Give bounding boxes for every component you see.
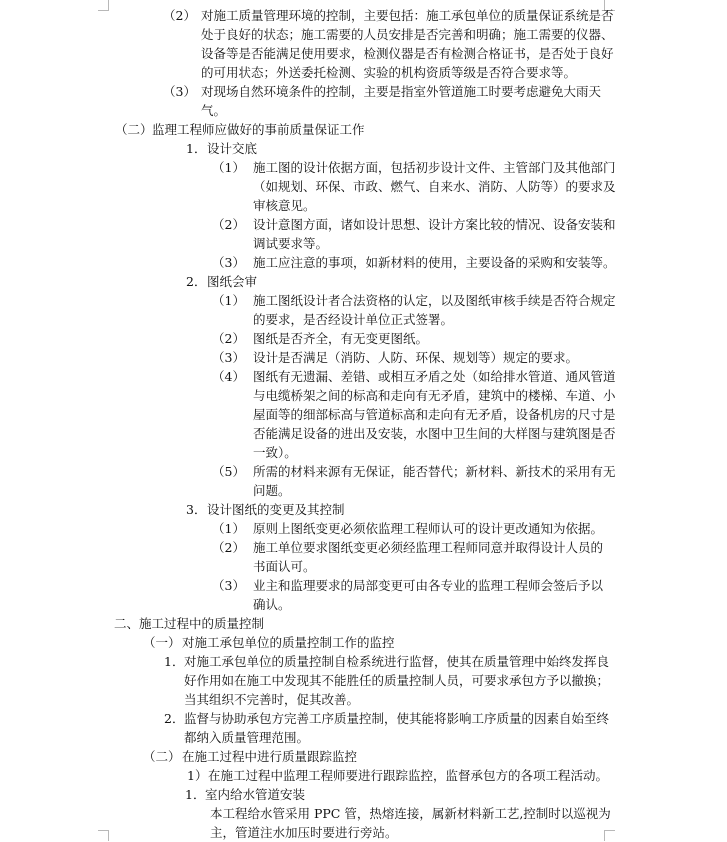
- item-number: （4）: [212, 369, 245, 384]
- text-line: 气。: [201, 103, 227, 118]
- text-line: 屋面等的细部标高与管道标高和走向有无矛盾，设备机房的尺寸是: [253, 407, 616, 422]
- text-line: 书面认可。: [253, 559, 316, 574]
- text-line: 所需的材料来源有无保证，能否替代；新材料、新技术的采用有无: [253, 464, 616, 479]
- item-number: （3）: [212, 578, 245, 593]
- page-corner-mark: [98, 0, 109, 11]
- item-number: （3）: [163, 84, 196, 99]
- section-heading: 监理工程师应做好的事前质量保证工作: [152, 122, 365, 137]
- text-line: 当其组织不完善时，促其改善。: [184, 692, 360, 707]
- item-number: 2．: [164, 711, 185, 726]
- text-line: （如规划、环保、市政、燃气、自来水、消防、人防等）的要求及: [253, 179, 616, 194]
- text-line: 否能满足设备的进出及安装，水图中卫生间的大样图与建筑图是否: [253, 426, 616, 441]
- item-number: （2）: [212, 217, 245, 232]
- text-line: 好作用如在施工中发现其不能胜任的质量控制人员，可要求承包方予以撤换；: [184, 673, 610, 688]
- chapter-number: 二、: [114, 616, 140, 631]
- text-line: 调试要求等。: [253, 236, 329, 251]
- section-heading: 对施工承包单位的质量控制工作的监控: [182, 635, 395, 650]
- text-line: 图纸有无遗漏、差错、或相互矛盾之处（如给排水管道、通风管道: [253, 369, 616, 384]
- text-line: 对施工承包单位的质量控制自检系统进行监督，使其在质量管理中始终发挥良: [184, 654, 610, 669]
- item-number: 1．: [185, 787, 206, 802]
- item-number: （2）: [212, 540, 245, 555]
- subsection-heading: 图纸会审: [207, 274, 258, 289]
- item-number: （1）: [212, 293, 245, 308]
- subsection-heading: 设计交底: [207, 141, 258, 156]
- chapter-heading: 施工过程中的质量控制: [139, 616, 265, 631]
- text-line: 主，管道注水加压时要进行旁站。: [210, 825, 398, 840]
- item-number: （5）: [212, 464, 245, 479]
- text-line: 设计是否满足（消防、人防、环保、规划等）规定的要求。: [253, 350, 579, 365]
- item-number: 3．: [186, 502, 207, 517]
- subsection-heading: 设计图纸的变更及其控制: [207, 502, 345, 517]
- item-number: （1）: [212, 160, 245, 175]
- item-number: （1）: [212, 521, 245, 536]
- text-line: 确认。: [253, 597, 291, 612]
- text-line: 监督与协助承包方完善工序质量控制，使其能将影响工序质量的因素自始至终: [184, 711, 610, 726]
- item-number: （2）: [163, 8, 196, 23]
- page-corner-mark: [604, 830, 615, 841]
- text-line: 本工程给水管采用 PPC 管，热熔连接，属新材料新工艺,控制时以巡视为: [210, 806, 611, 821]
- text-line: 的可用状态；外送委托检测、实验的机构资质等级是否符合要求等。: [201, 65, 577, 80]
- text-line: 对现场自然环境条件的控制，主要是指室外管道施工时要考虑避免大雨天: [201, 84, 602, 99]
- subsection-heading: 室内给水管道安装: [205, 787, 306, 802]
- text-line: 施工图的设计依据方面，包括初步设计文件、主管部门及其他部门: [253, 160, 616, 175]
- text-line: 一致）。: [253, 445, 297, 460]
- text-line: 施工应注意的事项，如新材料的使用，主要设备的采购和安装等。: [253, 255, 616, 270]
- item-number: 1．: [186, 141, 207, 156]
- item-number: （2）: [212, 331, 245, 346]
- text-line: 图纸是否齐全，有无变更图纸。: [253, 331, 429, 346]
- text-line: 设计意图方面，诸如设计思想、设计方案比较的情况、设备安装和: [253, 217, 616, 232]
- page-corner-mark: [98, 830, 109, 841]
- text-line: 对施工质量管理环境的控制，主要包括：施工承包单位的质量保证系统是否: [201, 8, 614, 23]
- item-number: 2．: [186, 274, 207, 289]
- text-line: 问题。: [253, 483, 291, 498]
- section-heading: 在施工过程中进行质量跟踪监控: [182, 749, 358, 764]
- item-number: 1）: [187, 768, 208, 783]
- item-number: （3）: [212, 255, 245, 270]
- item-number: （3）: [212, 350, 245, 365]
- section-number: （二）: [143, 749, 181, 764]
- text-line: 与电缆桥架之间的标高和走向有无矛盾，建筑中的楼梯、车道、小: [253, 388, 616, 403]
- section-number: （二）: [115, 122, 153, 137]
- text-line: 的要求，是否经设计单位正式签署。: [253, 312, 454, 327]
- text-line: 设备等是否能满足使用要求，检测仪器是否有检测合格证书，是否处于良好: [201, 46, 614, 61]
- text-line: 原则上图纸变更必须依监理工程师认可的设计更改通知为依据。: [253, 521, 604, 536]
- text-line: 在施工过程中监理工程师要进行跟踪监控，监督承包方的各项工程活动。: [208, 768, 609, 783]
- item-number: 1．: [164, 654, 185, 669]
- text-line: 审核意见。: [253, 198, 316, 213]
- section-number: （一）: [143, 635, 181, 650]
- text-line: 处于良好的状态；施工需要的人员安排是否完善和明确；施工需要的仪器、: [201, 27, 614, 42]
- text-line: 业主和监理要求的局部变更可由各专业的监理工程师会签后予以: [253, 578, 604, 593]
- text-line: 施工图纸设计者合法资格的认定，以及图纸审核手续是否符合规定: [253, 293, 616, 308]
- text-line: 都纳入质量管理范围。: [184, 730, 310, 745]
- text-line: 施工单位要求图纸变更必须经监理工程师同意并取得设计人员的: [253, 540, 604, 555]
